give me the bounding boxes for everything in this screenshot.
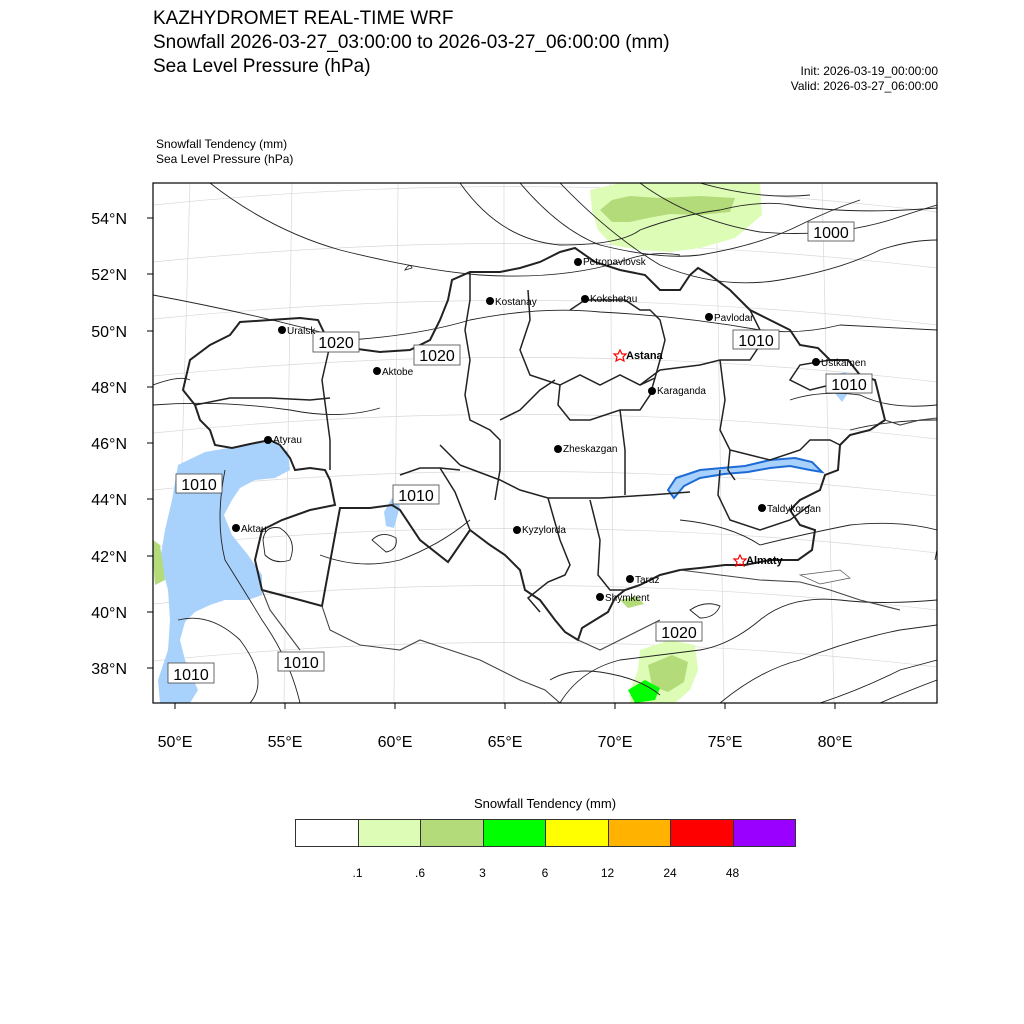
colorbar-swatch	[733, 819, 797, 847]
lat-label: 46°N	[91, 436, 127, 453]
contour-label	[826, 374, 872, 394]
svg-text:Shymkent: Shymkent	[605, 593, 650, 604]
colorbar-swatch	[608, 819, 672, 847]
colorbar-label: 12	[600, 866, 615, 880]
contour-label	[313, 332, 359, 352]
svg-text:Kostanay: Kostanay	[495, 297, 537, 308]
city-marker	[554, 444, 617, 455]
contour-label	[808, 222, 854, 242]
svg-text:1020: 1020	[419, 348, 455, 365]
svg-text:Zheskazgan: Zheskazgan	[563, 444, 618, 455]
svg-text:1010: 1010	[738, 333, 774, 350]
svg-text:1000: 1000	[813, 225, 849, 242]
contour-label	[393, 485, 439, 505]
city-marker	[232, 524, 267, 535]
contour-label	[278, 652, 324, 672]
svg-text:1010: 1010	[831, 377, 867, 394]
colorbar-label: .6	[414, 866, 426, 880]
map-subtitle-snowfall: Snowfall 2026-03-27_03:00:00 to 2026-03-27_06:00:00 (mm)	[153, 32, 670, 53]
lon-labels	[158, 734, 853, 751]
lon-label: 70°E	[597, 734, 633, 751]
contour-label	[414, 345, 460, 365]
lat-label: 48°N	[91, 380, 127, 397]
svg-text:Almaty: Almaty	[746, 555, 783, 567]
colorbar-swatch	[483, 819, 547, 847]
colorbar-label: .1	[352, 866, 363, 880]
valid-time: Valid: 2026-03-27_06:00:00	[790, 79, 938, 93]
city-marker	[758, 504, 821, 515]
lon-label: 50°E	[157, 734, 193, 751]
map-subtitle-pressure: Sea Level Pressure (hPa)	[153, 56, 371, 77]
svg-text:Aktau: Aktau	[241, 524, 267, 535]
colorbar-swatch	[670, 819, 734, 847]
colorbar-swatch	[358, 819, 422, 847]
svg-text:Atyrau: Atyrau	[273, 435, 302, 446]
lat-labels	[91, 211, 127, 678]
svg-text:Taldykorgan: Taldykorgan	[767, 504, 821, 515]
lon-label: 65°E	[487, 734, 523, 751]
contour-label	[733, 330, 779, 350]
colorbar-label: 3	[479, 866, 486, 880]
svg-text:Kyzylorda: Kyzylorda	[522, 525, 566, 536]
field-label-pressure: Sea Level Pressure (hPa)	[156, 152, 294, 166]
lon-label: 80°E	[817, 734, 853, 751]
city-marker	[648, 386, 706, 397]
svg-text:Pavlodar: Pavlodar	[714, 313, 754, 324]
city-marker	[513, 525, 566, 536]
lake-balkhash	[668, 458, 822, 498]
contour-label	[168, 663, 214, 684]
colorbar-label: 24	[663, 866, 677, 880]
svg-text:Astana: Astana	[626, 350, 663, 362]
city-marker	[581, 294, 637, 305]
contour-label	[656, 622, 702, 642]
city-marker	[812, 358, 866, 369]
lon-label: 60°E	[377, 734, 413, 751]
lake-issyk-kul	[800, 570, 850, 584]
lat-label: 38°N	[91, 661, 127, 678]
svg-text:Petropavlovsk: Petropavlovsk	[583, 257, 646, 268]
svg-text:1010: 1010	[283, 655, 319, 672]
city-marker	[278, 326, 316, 337]
colorbar-label: 6	[541, 866, 549, 880]
field-label-snowfall: Snowfall Tendency (mm)	[156, 137, 288, 151]
lat-label: 40°N	[91, 605, 127, 622]
svg-text:1020: 1020	[661, 625, 697, 642]
city-marker	[596, 593, 650, 604]
svg-text:Taraz: Taraz	[635, 575, 660, 586]
lat-label: 42°N	[91, 549, 127, 566]
colorbar-title: Snowfall Tendency (mm)	[473, 796, 617, 811]
lat-label: 54°N	[91, 211, 127, 228]
init-time: Init: 2026-03-19_00:00:00	[800, 64, 938, 78]
lat-label: 50°N	[91, 324, 127, 341]
city-marker	[574, 257, 647, 268]
city-marker	[626, 575, 659, 586]
colorbar-swatch	[420, 819, 484, 847]
map-title: KAZHYDROMET REAL-TIME WRF	[153, 8, 454, 29]
svg-text:1020: 1020	[318, 335, 354, 352]
capital-marker	[734, 555, 784, 567]
svg-text:Kokshetau: Kokshetau	[590, 294, 638, 305]
lon-label: 75°E	[707, 734, 743, 751]
lat-label: 52°N	[91, 267, 127, 284]
colorbar-label: 48	[725, 866, 740, 880]
svg-text:1010: 1010	[173, 667, 209, 684]
svg-text:Ustkamen: Ustkamen	[821, 358, 867, 369]
svg-text:1010: 1010	[398, 488, 434, 505]
lon-label: 55°E	[267, 734, 303, 751]
svg-text:Aktobe: Aktobe	[382, 367, 414, 378]
colorbar-swatch	[295, 819, 359, 847]
capital-marker	[614, 350, 664, 362]
lat-label: 44°N	[91, 492, 127, 509]
colorbar-swatch	[545, 819, 609, 847]
svg-text:Karaganda: Karaganda	[657, 386, 706, 397]
city-marker	[373, 367, 414, 378]
svg-text:1010: 1010	[181, 477, 217, 494]
contour-label	[176, 474, 222, 494]
city-marker	[486, 297, 537, 308]
svg-text:Uralsk: Uralsk	[287, 326, 316, 337]
